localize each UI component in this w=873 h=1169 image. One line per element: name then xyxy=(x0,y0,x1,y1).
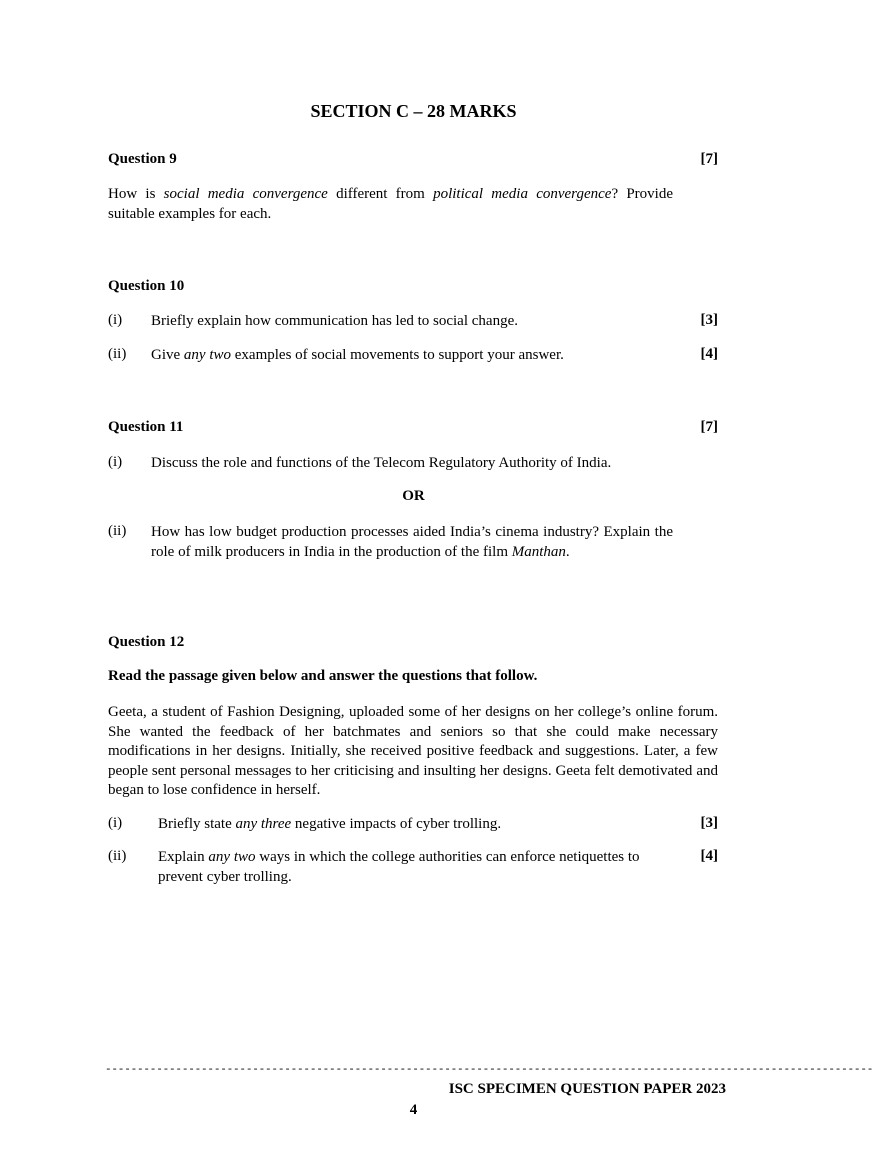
q12-part-ii-marks: [4] xyxy=(700,848,718,864)
q10-part-i-marks: [3] xyxy=(700,312,718,328)
q10-part-ii-label: (ii) xyxy=(108,346,127,362)
page-number: 4 xyxy=(409,1102,418,1118)
question-12-passage: Geeta, a student of Fashion Designing, uploaded some of her designs on her college’s online forum. She wanted the feedback of her batchmates and seniors so that she could make necessary modifications in her designs. Initially, she received positive feedback and suggestions. Later, a few people sent personal messages to her criticising and insulting her designs. Geeta felt demotivated and began to lose confidence in herself. xyxy=(108,704,718,798)
question-10-title: Question 10 xyxy=(108,278,185,294)
q10-part-i-text: Briefly explain how communication has led to social change. xyxy=(151,313,518,329)
q10-part-i-label: (i) xyxy=(108,312,123,328)
footer-divider: ------------------------------------------------------------------------------------------------------------------------ xyxy=(105,1064,873,1076)
section-title: SECTION C – 28 MARKS xyxy=(310,101,517,121)
q11-part-ii-text: How has low budget production processes aided India’s cinema industry? Explain the role of milk producers in India in the production of the film Manthan. xyxy=(151,524,673,560)
q12-part-ii-text: Explain any two ways in which the college authorities can enforce netiquettes to prevent cyber trolling. xyxy=(158,849,640,885)
or-separator: OR xyxy=(402,488,425,504)
q10-part-ii-text: Give any two examples of social movements to support your answer. xyxy=(151,347,564,363)
q11-part-i-text: Discuss the role and functions of the Telecom Regulatory Authority of India. xyxy=(151,455,612,471)
question-9-marks: [7] xyxy=(700,151,718,167)
q12-part-i-text: Briefly state any three negative impacts of cyber trolling. xyxy=(158,816,502,832)
q10-part-ii-marks: [4] xyxy=(700,346,718,362)
q11-part-ii-label: (ii) xyxy=(108,523,127,539)
q11-part-i-label: (i) xyxy=(108,454,123,470)
question-9-text: How is social media convergence different from political media convergence? Provide suitable examples for each. xyxy=(108,186,673,222)
q12-part-ii-label: (ii) xyxy=(108,848,127,864)
footer-title: ISC SPECIMEN QUESTION PAPER 2023 xyxy=(448,1081,726,1097)
question-11-title: Question 11 xyxy=(108,419,184,435)
q12-part-i-marks: [3] xyxy=(700,815,718,831)
question-12-instruction: Read the passage given below and answer the questions that follow. xyxy=(108,668,538,684)
question-9-title: Question 9 xyxy=(108,151,177,167)
q12-part-i-label: (i) xyxy=(108,815,123,831)
question-12-title: Question 12 xyxy=(108,634,185,650)
question-11-marks: [7] xyxy=(700,419,718,435)
